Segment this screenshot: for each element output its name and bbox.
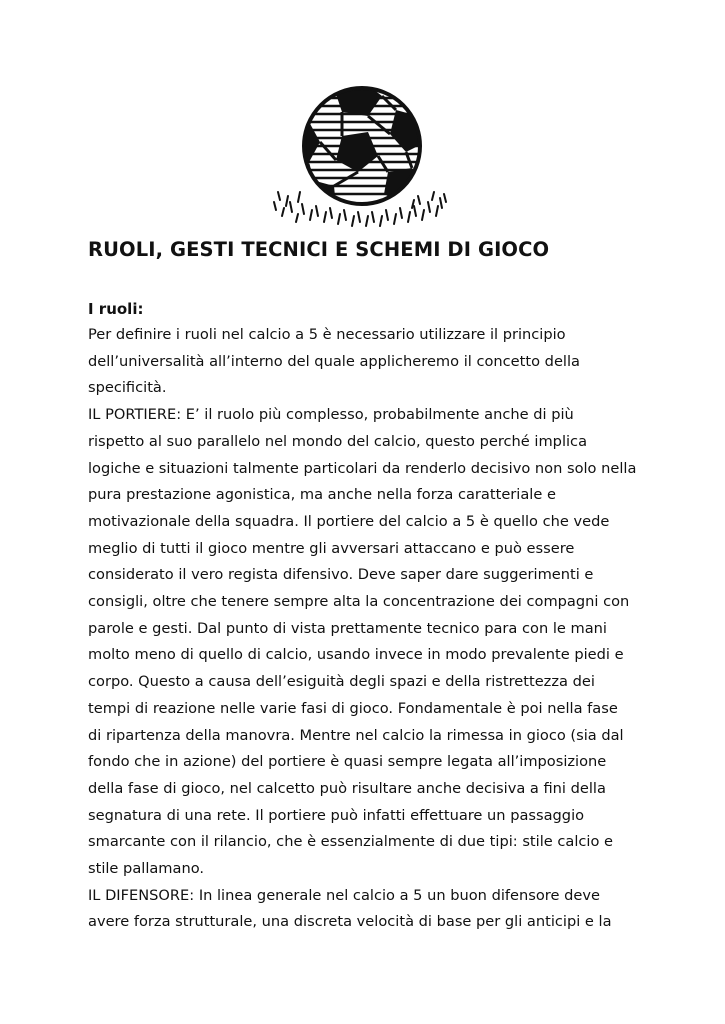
text-line: fondo che in azione) del portiere è quasi sempre legata all’imposizione: [88, 753, 607, 771]
text-line: considerato il vero regista difensivo. Deve saper dare suggerimenti e: [88, 566, 594, 584]
text-line: IL PORTIERE: E’ il ruolo più complesso, probabilmente anche di più: [88, 406, 574, 424]
section-heading: I ruoli:: [88, 300, 144, 318]
text-line: di ripartenza della manovra. Mentre nel calcio la rimessa in gioco (sia dal: [88, 726, 624, 744]
body-text: [88, 322, 668, 936]
text-line: molto meno di quello di calcio, usando invece in modo prevalente piedi e: [88, 646, 624, 664]
text-line: avere forza strutturale, una discreta velocità di base per gli anticipi e la: [88, 913, 612, 931]
text-line: pura prestazione agonistica, ma anche nella forza caratteriale e: [88, 486, 556, 504]
text-line: dell’universalità all’interno del quale applicheremo il concetto della: [88, 352, 580, 370]
text-line: della fase di gioco, nel calcetto può risultare anche decisiva a fini della: [88, 779, 606, 797]
text-line: logiche e situazioni talmente particolari da renderlo decisivo non solo nella: [88, 459, 637, 477]
document-title: RUOLI, GESTI TECNICI E SCHEMI DI GIOCO: [88, 238, 550, 261]
text-line: corpo. Questo a causa dell’esiguità degli spazi e della ristrettezza dei: [88, 673, 595, 691]
text-line: IL DIFENSORE: In linea generale nel calcio a 5 un buon difensore deve: [88, 886, 600, 904]
text-line: tempi di reazione nelle varie fasi di gioco. Fondamentale è poi nella fase: [88, 699, 618, 717]
text-line: motivazionale della squadra. Il portiere del calcio a 5 è quello che vede: [88, 512, 610, 530]
text-line: meglio di tutti il gioco mentre gli avversari attaccano e può essere: [88, 539, 575, 557]
text-line: rispetto al suo parallelo nel mondo del calcio, questo perché implica: [88, 432, 588, 450]
text-line: segnatura di una rete. Il portiere può infatti effettuare un passaggio: [88, 806, 585, 824]
text-line: specificità.: [88, 379, 167, 397]
text-line: smarcante con il rilancio, che è essenzialmente di due tipi: stile calcio e: [88, 833, 614, 851]
text-line: consigli, oltre che tenere sempre alta la concentrazione dei compagni con: [88, 593, 630, 611]
text-line: parole e gesti. Dal punto di vista prettamente tecnico para con le mani: [88, 619, 607, 637]
soccer-ball-illustration: [272, 80, 452, 230]
text-line: Per definire i ruoli nel calcio a 5 è necessario utilizzare il principio: [88, 326, 566, 343]
text-line: stile pallamano.: [88, 860, 205, 878]
